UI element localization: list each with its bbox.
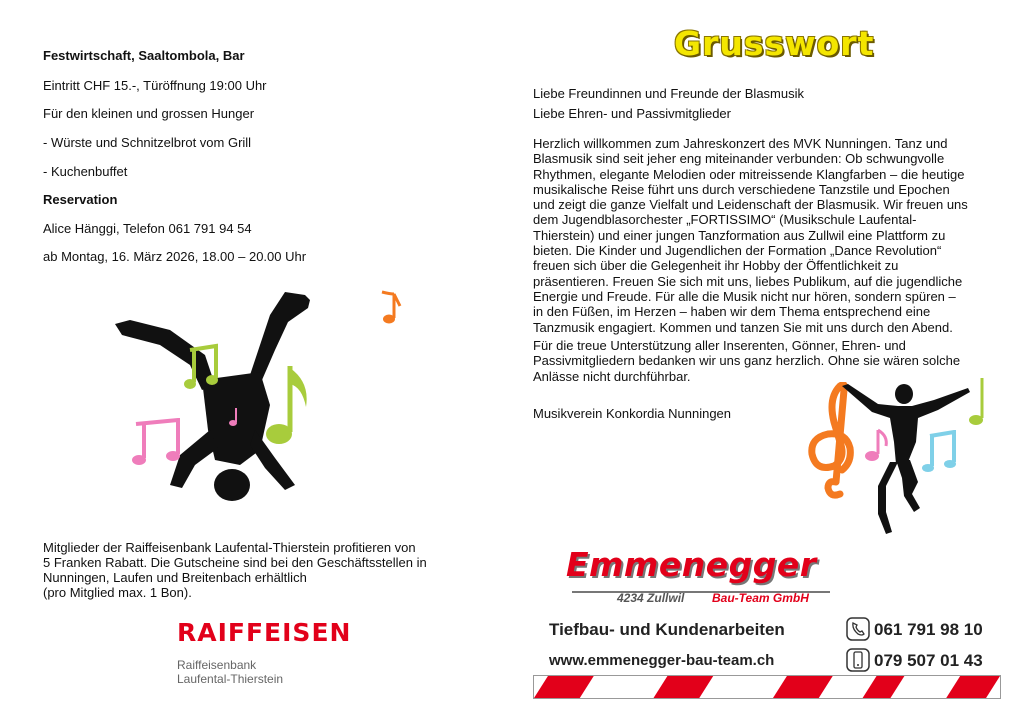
phone-icon [846,617,870,641]
welcome-paragraph [533,136,1003,335]
thanks-paragraph [533,338,1003,384]
reservation-heading: Reservation [43,192,118,207]
bank-name-line2: Laufental-Thierstein [177,672,284,686]
music-note-icon [862,426,892,466]
company-subtitle: Bau-Team GmbH [712,591,809,605]
services-text: Tiefbau- und Kundenarbeiten [549,620,785,639]
signature: Musikverein Konkordia Nunningen [533,406,732,421]
greeting-friends: Liebe Freundinnen und Freunde der Blasmusik [533,86,805,101]
warning-stripe [533,675,1001,699]
refreshments-heading: Festwirtschaft, Saaltombola, Bar [43,48,245,63]
paragraph-line: freuen sich über die Gelegenheit ihr Hobby der Öffentlichkeit zu [533,258,899,274]
paragraph-line: Herzlich willkommen zum Jahreskonzert des MVK Nunningen. Tanz und [533,136,948,151]
paragraph-line: in den Füßen, im Herzen – haben wir dem Thema entsprechend eine [533,304,931,320]
raiffeisen-note-line: Mitglieder der Raiffeisenbank Laufental-Thierstein profitieren von [43,540,416,555]
food-item-grill: - Würste und Schnitzelbrot vom Grill [43,135,252,150]
paragraph-line: Passivmitgliedern bedanken wir uns ganz herzlich. Ohne sie wären solche [533,353,961,369]
music-note-icon [228,406,242,428]
mobile-number: 079 507 01 43 [874,651,983,670]
raiffeisen-note-line: (pro Mitglied max. 1 Bon). [43,585,192,600]
paragraph-line: Rhythmen, elegante Melodien oder mitreissende Klangfarben – die heutige [533,166,965,182]
company-location: 4234 Zullwil [617,591,685,605]
food-intro: Für den kleinen und grossen Hunger [43,106,255,121]
mobile-phone-icon [846,648,870,672]
paragraph-line: präsentieren. Freuen Sie sich mit uns, liebes Publikum, auf die jugendliche [533,273,963,289]
music-note-icon [130,418,185,468]
greeting-members: Liebe Ehren- und Passivmitglieder [533,106,731,121]
website-text: www.emmenegger-bau-team.ch [549,652,775,669]
music-note-icon [966,374,990,430]
paragraph-line: dem Jugendblasorchester „FORTISSIMO“ (Musikschule Laufental- [533,212,917,228]
raiffeisen-logo: RAIFFEISEN [177,618,352,647]
music-note-icon [180,342,222,392]
food-item-cake: - Kuchenbuffet [43,164,128,179]
paragraph-line: Energie und Freude. Für alle die Musik nicht nur hören, sondern spüren – [533,288,956,304]
raiffeisen-note-line: Nunningen, Laufen und Breitenbach erhältlich [43,570,307,585]
raiffeisen-note [43,540,483,600]
paragraph-line: Anlässe nicht durchführbar. [533,368,691,384]
entry-info: Eintritt CHF 15.-, Türöffnung 19:00 Uhr [43,78,267,93]
raiffeisen-note-line: 5 Franken Rabatt. Die Gutscheine sind bei den Geschäftsstellen in [43,555,427,570]
bank-name-line1: Raiffeisenbank [177,658,257,672]
paragraph-line: Tanzmusik engagiert. Kommen und tanzen Sie mit uns durch den Abend. [533,319,953,335]
music-note-icon [262,362,318,452]
paragraph-line: und zeigt die ganze Vielfalt und Leidenschaft der Blasmusik. Wir freuen uns [533,197,968,213]
paragraph-line: Thierstein) und einer jungen Tanzformation aus Zullwil eine Plattform zu [533,227,946,243]
reservation-contact: Alice Hänggi, Telefon 061 791 94 54 [43,221,252,236]
company-logo: Emmenegger [566,545,817,584]
paragraph-line: musikalische Reise führt uns durch verschiedene Tanzstile und Epochen [533,181,950,197]
music-note-icon [378,288,402,326]
page-title: Grusswort [674,24,875,63]
reservation-date: ab Montag, 16. März 2026, 18.00 – 20.00 Uhr [43,249,307,264]
paragraph-line: Blasmusik sind seit jeher eng miteinander verbunden: Ob schwungvolle [533,151,945,167]
phone-number: 061 791 98 10 [874,620,983,639]
paragraph-line: Für die treue Unterstützung aller Inserenten, Gönner, Ehren- und [533,338,906,353]
music-note-icon [920,430,960,474]
paragraph-line: bieten. Die Kinder und Jugendlichen der Formation „Dance Revolution“ [533,243,942,259]
